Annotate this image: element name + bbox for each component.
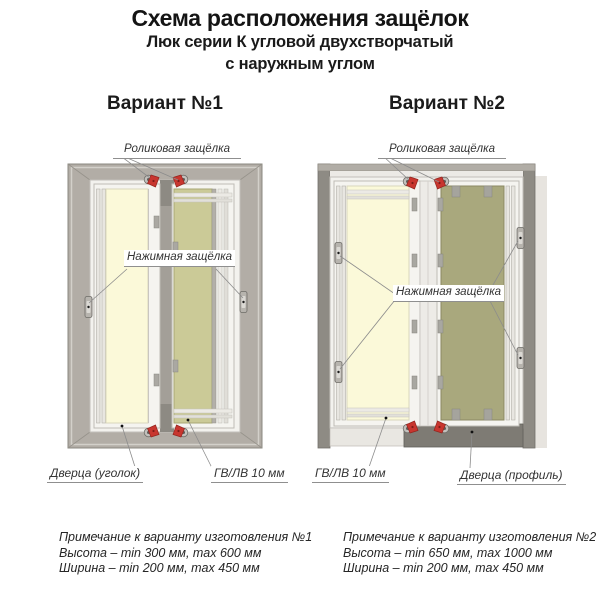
variant2-center-gap — [420, 181, 437, 426]
variant1-push-latch-label: Нажимная защёлка — [124, 250, 235, 267]
variant2-right-panel — [441, 186, 504, 420]
push-latch-icon — [335, 243, 342, 264]
variant2-heading: Вариант №2 — [389, 93, 505, 114]
push-latch-icon — [517, 228, 524, 249]
variant2-right-leaf — [437, 181, 519, 426]
variant1-gvlv-label: ГВ/ЛВ 10 мм — [211, 466, 288, 483]
variant1-note — [59, 530, 312, 577]
note-line: Высота – min 300 мм, max 600 мм — [59, 545, 262, 560]
variant1-right-leaf — [172, 184, 234, 428]
push-latch-icon — [240, 292, 247, 313]
variant1-roller-latch-label: Роликовая защёлка — [113, 142, 241, 159]
variant2-bottom-profile — [404, 424, 523, 447]
variant2-side-shadow — [535, 176, 547, 448]
variant1-left-leaf — [94, 184, 160, 428]
push-latch-icon — [517, 348, 524, 369]
note-line: Высота – min 650 мм, max 1000 мм — [343, 545, 553, 560]
variant2-note — [343, 530, 596, 577]
variant2-push-latch-label: Нажимная защёлка — [393, 285, 504, 302]
variant1-right-panel — [174, 189, 212, 423]
variant2-left-panel — [347, 186, 409, 420]
page-title: Схема расположения защёлок — [131, 5, 469, 31]
note-line: Ширина – min 200 мм, max 450 мм — [59, 561, 260, 575]
note-line: Ширина – min 200 мм, max 450 мм — [343, 561, 544, 575]
variant2-left-leaf — [334, 181, 420, 426]
variant1-heading: Вариант №1 — [107, 93, 223, 114]
subtitle-line1: Люк серии К угловой двухстворчатый — [146, 33, 454, 51]
subtitle-line2: с наружным углом — [225, 55, 375, 73]
variant1-drawing — [40, 136, 300, 488]
variant2-door-label: Дверца (профиль) — [457, 468, 566, 485]
variant2-drawing — [300, 136, 570, 488]
push-latch-icon — [335, 362, 342, 383]
variant2-gvlv-label: ГВ/ЛВ 10 мм — [312, 466, 389, 483]
note-line: Примечание к варианту изготовления №1 — [59, 530, 313, 544]
variant1-door-label: Дверца (уголок) — [47, 466, 143, 483]
push-latch-icon — [85, 297, 92, 318]
variant1-left-panel — [106, 189, 148, 423]
variant2-roller-latch-label: Роликовая защёлка — [378, 142, 506, 159]
note-line: Примечание к варианту изготовления №2 — [343, 530, 597, 544]
